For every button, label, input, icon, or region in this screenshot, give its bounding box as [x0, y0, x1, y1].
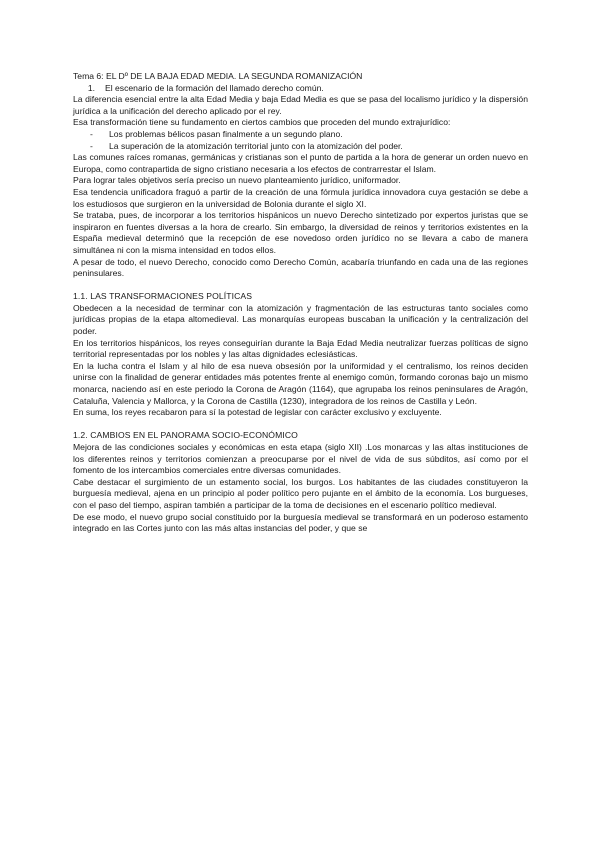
bullet-item	[73, 141, 528, 153]
document-title: Tema 6: EL Dº DE LA BAJA EDAD MEDIA. LA SEGUNDA ROMANIZACIÓN	[73, 71, 363, 81]
paragraph: En suma, los reyes recabaron para sí la potestad de legislar con carácter exclusivo y excluyente.	[73, 407, 442, 418]
dash-marker: -	[90, 140, 93, 151]
item-text: El escenario de la formación del llamado derecho común.	[105, 82, 324, 93]
paragraph: En los territorios hispánicos, los reyes conseguirían durante la Baja Edad Media neutralizar fuerzas políticas de signo territorial representadas por los nobles y las altas dignidades eclesiásticas.	[73, 337, 528, 360]
paragraph: Se trataba, pues, de incorporar a los territorios hispánicos un nuevo Derecho sintetizado por expertos juristas que se inspiraron en fuentes diversas a la hora de crearlo. Sin embargo, la diversidad de reinos y territorios existentes en la España medieval determinó que la recepción de ese novedoso orden jurídico no se llevara a cabo de manera simultánea ni con la misma intensidad en todos ellos.	[73, 210, 528, 255]
section-heading: 1.1. LAS TRANSFORMACIONES POLÍTICAS	[73, 291, 253, 302]
numbered-item	[73, 83, 528, 95]
section-spacer	[73, 419, 528, 431]
paragraph: Esa tendencia unificadora fraguó a partir de la creación de una fórmula jurídica innovadora cuya gestación se debe a los estudiosos que surgieron en la universidad de Bolonia durante el siglo XI.	[73, 186, 528, 209]
paragraph: Las comunes raíces romanas, germánicas y cristianas son el punto de partida a la hora de generar un orden nuevo en Europa, como contrapartida de signo cristiano necesaria a los efectos de contrarrestar el Islam.	[73, 152, 528, 174]
paragraph: De ese modo, el nuevo grupo social constituido por la burguesía medieval se transformará en un poderoso estamento integrado en las Cortes junto con las más altas instancias del poder, y que se	[73, 511, 528, 534]
section-heading: 1.2. CAMBIOS EN EL PANORAMA SOCIO-ECONÓMICO	[73, 430, 298, 441]
document-body	[73, 71, 528, 535]
item-number: 1.	[87, 82, 95, 93]
paragraph: Mejora de las condiciones sociales y económicas en esta etapa (siglo XII) .Los monarcas y las altas instituciones de los diferentes reinos y territorios comienzan a preocuparse por el nivel de vida de sus súbditos, así como por el fomento de los intercambios comerciales entre diversas comunidades.	[73, 442, 528, 476]
paragraph: Esa transformación tiene su fundamento en ciertos cambios que proceden del mundo extrajurídico:	[73, 117, 451, 128]
bullet-item	[73, 129, 528, 141]
bullet-text: La superación de la atomización territorial junto con la atomización del poder.	[109, 140, 403, 151]
paragraph: Para lograr tales objetivos sería preciso un nuevo planteamiento jurídico, uniformador.	[73, 175, 401, 186]
paragraph: Obedecen a la necesidad de terminar con la atomización y fragmentación de las estructuras tanto sociales como jurídicas propias de la etapa altomedieval. Las monarquías europeas buscaban la unificación y la centralización del poder.	[73, 302, 528, 337]
paragraph: La diferencia esencial entre la alta Edad Media y baja Edad Media es que se pasa del localismo jurídico y la dispersión jurídica a la unificación del derecho aplicado por el rey.	[73, 94, 528, 116]
paragraph: En la lucha contra el Islam y al hilo de esa nueva obsesión por la uniformidad y el centralismo, los reinos deciden unirse con la finalidad de generar entidades más potentes frente al enemigo común, formando coronas bajo un mismo monarca, naciendo así en este periodo la Corona de Aragón (1164), que agrupaba los reinos peninsulares de Aragón, Cataluña, Valencia y Mallorca, y la Corona de Castilla (1230), integradora de los reinos de Castilla y León.	[73, 360, 528, 406]
bullet-text: Los problemas bélicos pasan finalmente a un segundo plano.	[109, 128, 343, 139]
section-spacer	[73, 280, 528, 292]
paragraph: Cabe destacar el surgimiento de un estamento social, los burgos. Los habitantes de las ciudades constituyeron la burguesía medieval, ajena en un principio al poder político pero pujante en el ámbito de la economía. Los burgueses, con el paso del tiempo, aspiran también a participar de la toma de decisiones en el escenario político medieval.	[73, 476, 528, 510]
paragraph: A pesar de todo, el nuevo Derecho, conocido como Derecho Común, acabaría triunfando en cada una de las regiones peninsulares.	[73, 256, 528, 279]
dash-marker: -	[90, 128, 93, 139]
